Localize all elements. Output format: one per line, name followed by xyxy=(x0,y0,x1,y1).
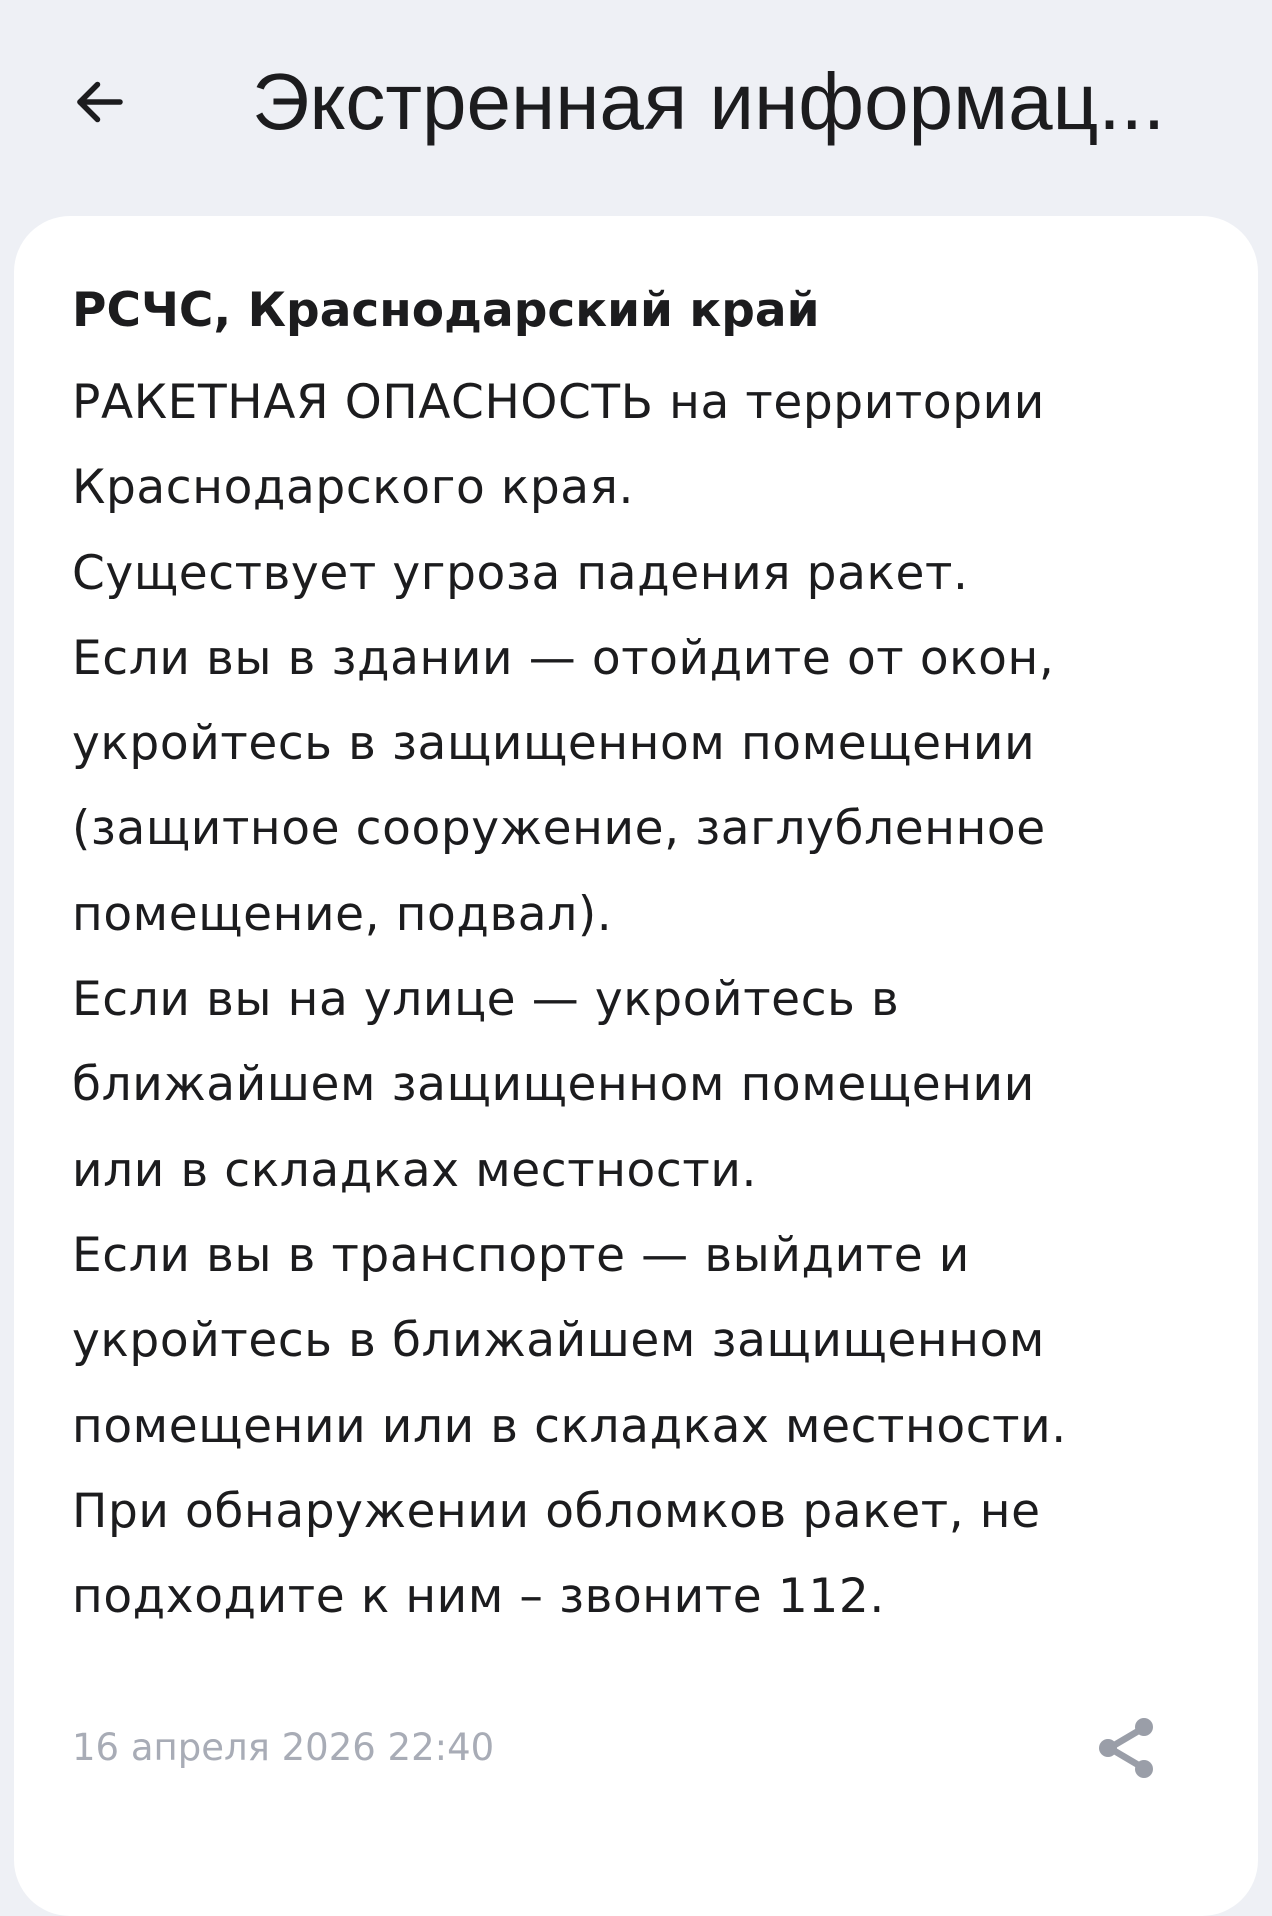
alert-message-line: (защитное сооружение, заглубленное xyxy=(72,801,1046,857)
alert-message-line: РАКЕТНАЯ ОПАСНОСТЬ на территории xyxy=(72,375,1045,430)
alert-message-line: помещении или в складках местности. xyxy=(72,1398,1067,1454)
back-button[interactable] xyxy=(60,62,140,142)
alert-message-line: ближайшем защищенном помещении xyxy=(72,1057,1035,1113)
alert-message-line: укройтесь в ближайшем защищенном xyxy=(72,1313,1045,1369)
alert-card xyxy=(14,216,1258,1916)
alert-message-line: Если вы в здании — отойдите от окон, xyxy=(72,630,1055,686)
alert-source: РСЧС, Краснодарский край xyxy=(72,283,820,338)
alert-message-line: или в складках местности. xyxy=(72,1142,758,1198)
alert-message-line: Краснодарского края. xyxy=(72,460,635,516)
alert-message-line: Если вы в транспорте — выйдите и xyxy=(72,1227,970,1283)
page-title: Экстренная информац... xyxy=(252,57,1166,146)
app-bar xyxy=(0,0,1272,210)
alert-message-line: Существует угроза падения ракет. xyxy=(72,545,969,601)
alert-message-line: Если вы на улице — укройтесь в xyxy=(72,972,900,1028)
alert-timestamp: 16 апреля 2026 22:40 xyxy=(72,1726,495,1769)
alert-message-line: При обнаружении обломков ракет, не xyxy=(72,1483,1041,1539)
share-button[interactable] xyxy=(1080,1702,1172,1794)
alert-message-line: укройтесь в защищенном помещении xyxy=(72,716,1036,772)
alert-message xyxy=(72,360,1222,1639)
alert-message-line: помещение, подвал). xyxy=(72,886,613,942)
arrow-left-icon xyxy=(70,72,130,132)
alert-message-line: подходите к ним – звоните 112. xyxy=(72,1569,885,1625)
share-icon xyxy=(1090,1712,1162,1784)
